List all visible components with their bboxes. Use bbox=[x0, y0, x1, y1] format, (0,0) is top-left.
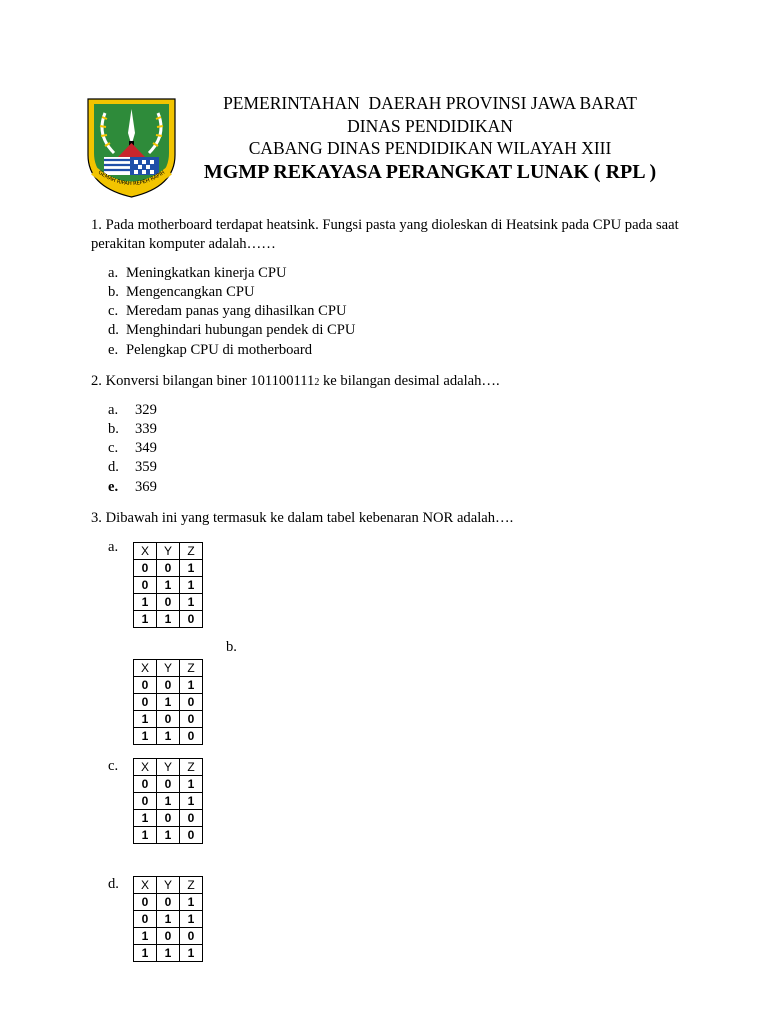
option-text: 359 bbox=[135, 459, 157, 475]
table-cell: 1 bbox=[134, 928, 157, 945]
table-header-row bbox=[134, 877, 203, 894]
table-cell: 1 bbox=[157, 577, 180, 594]
table-cell: 0 bbox=[180, 728, 203, 745]
table-cell: 1 bbox=[180, 793, 203, 810]
table-cell: 1 bbox=[180, 945, 203, 962]
table-cell: 0 bbox=[157, 677, 180, 694]
table-cell: Z bbox=[180, 543, 203, 560]
table-cell: 0 bbox=[134, 911, 157, 928]
table-cell: 1 bbox=[180, 577, 203, 594]
table-cell: 0 bbox=[157, 594, 180, 611]
table-header-row bbox=[134, 660, 203, 677]
table-cell: Z bbox=[180, 877, 203, 894]
option-letter: b. bbox=[108, 284, 119, 300]
table-cell: X bbox=[134, 660, 157, 677]
table-row bbox=[134, 894, 203, 911]
svg-text:GEMAH RIPAH REPEH RAPIH: GEMAH RIPAH REPEH RAPIH bbox=[96, 169, 167, 188]
option-letter: a. bbox=[108, 402, 119, 418]
table-cell: 0 bbox=[134, 677, 157, 694]
table-row bbox=[134, 694, 203, 711]
table-cell: 1 bbox=[180, 594, 203, 611]
option-letter: c. bbox=[108, 303, 119, 319]
header-government-line: PEMERINTAHAN DAERAH PROVINSI JAWA BARAT bbox=[223, 93, 637, 113]
option-letter: c. bbox=[108, 440, 119, 456]
table-row bbox=[134, 928, 203, 945]
table-cell: 1 bbox=[180, 677, 203, 694]
table-row bbox=[134, 945, 203, 962]
table-row bbox=[134, 810, 203, 827]
table-row bbox=[134, 594, 203, 611]
table-row bbox=[134, 677, 203, 694]
table-cell: X bbox=[134, 877, 157, 894]
table-header-row bbox=[134, 543, 203, 560]
option-letter: d. bbox=[108, 459, 119, 475]
table-cell: 0 bbox=[134, 694, 157, 711]
option-letter: a. bbox=[108, 265, 119, 281]
table-cell: Y bbox=[157, 877, 180, 894]
table-row bbox=[134, 711, 203, 728]
table-cell: 1 bbox=[134, 611, 157, 628]
table-row bbox=[134, 793, 203, 810]
table-cell: 1 bbox=[180, 776, 203, 793]
question-3-text: 3. Dibawah ini yang termasuk ke dalam tabel kebenaran NOR adalah…. bbox=[91, 510, 514, 526]
table-cell: 1 bbox=[157, 945, 180, 962]
table-d-label: d. bbox=[108, 876, 119, 892]
table-cell: 0 bbox=[180, 611, 203, 628]
table-cell: 0 bbox=[134, 776, 157, 793]
question-2-text-before: 2. Konversi bilangan biner 101100111 bbox=[91, 373, 315, 389]
question-2-subscript: 2 bbox=[314, 377, 320, 388]
table-row bbox=[134, 827, 203, 844]
truth-table-c bbox=[133, 758, 203, 844]
table-cell: 0 bbox=[157, 776, 180, 793]
table-cell: 1 bbox=[157, 728, 180, 745]
question-2-text-after: ke bilangan desimal adalah…. bbox=[319, 373, 500, 389]
option-letter: b. bbox=[108, 421, 119, 437]
table-b-label: b. bbox=[226, 639, 237, 655]
table-cell: 0 bbox=[134, 577, 157, 594]
table-cell: 1 bbox=[134, 711, 157, 728]
header-branch-line: CABANG DINAS PENDIDIKAN WILAYAH XIII bbox=[248, 138, 612, 158]
option-text: 329 bbox=[135, 402, 157, 418]
table-cell: 1 bbox=[134, 594, 157, 611]
table-cell: 1 bbox=[180, 560, 203, 577]
header-department-line: DINAS PENDIDIKAN bbox=[347, 116, 513, 136]
table-cell: 0 bbox=[157, 560, 180, 577]
option-text: Menghindari hubungan pendek di CPU bbox=[126, 322, 356, 338]
table-cell: 0 bbox=[134, 894, 157, 911]
table-cell: 1 bbox=[134, 827, 157, 844]
table-cell: 0 bbox=[157, 711, 180, 728]
table-cell: 1 bbox=[134, 810, 157, 827]
table-row bbox=[134, 577, 203, 594]
table-cell: 1 bbox=[157, 611, 180, 628]
truth-table-a bbox=[133, 542, 203, 628]
table-cell: X bbox=[134, 543, 157, 560]
table-cell: X bbox=[134, 759, 157, 776]
table-cell: 1 bbox=[134, 945, 157, 962]
option-text: Pelengkap CPU di motherboard bbox=[126, 342, 313, 358]
option-text: Meningkatkan kinerja CPU bbox=[126, 265, 287, 281]
west-java-emblem-logo bbox=[80, 93, 183, 200]
table-cell: Y bbox=[157, 543, 180, 560]
table-a-label: a. bbox=[108, 539, 119, 555]
table-cell: 1 bbox=[157, 793, 180, 810]
table-cell: Z bbox=[180, 660, 203, 677]
table-cell: 0 bbox=[157, 810, 180, 827]
table-cell: 0 bbox=[180, 694, 203, 711]
header-mgmp-title: MGMP REKAYASA PERANGKAT LUNAK ( RPL ) bbox=[203, 161, 657, 183]
option-text: Mengencangkan CPU bbox=[126, 284, 255, 300]
option-letter: d. bbox=[108, 322, 119, 338]
table-row bbox=[134, 728, 203, 745]
table-cell: Z bbox=[180, 759, 203, 776]
table-cell: 0 bbox=[134, 560, 157, 577]
table-cell: 0 bbox=[180, 810, 203, 827]
table-c-label: c. bbox=[108, 758, 119, 774]
option-text: Meredam panas yang dihasilkan CPU bbox=[126, 303, 347, 319]
truth-table-b bbox=[133, 659, 203, 745]
table-cell: 0 bbox=[157, 894, 180, 911]
table-cell: 1 bbox=[157, 694, 180, 711]
option-letter: e. bbox=[108, 479, 119, 495]
option-text: 339 bbox=[135, 421, 157, 437]
option-text: 349 bbox=[135, 440, 157, 456]
table-cell: 0 bbox=[180, 928, 203, 945]
table-cell: 1 bbox=[134, 728, 157, 745]
table-cell: 1 bbox=[157, 911, 180, 928]
table-cell: 0 bbox=[157, 928, 180, 945]
table-cell: 1 bbox=[157, 827, 180, 844]
table-row bbox=[134, 776, 203, 793]
table-cell: Y bbox=[157, 759, 180, 776]
table-header-row bbox=[134, 759, 203, 776]
table-cell: 0 bbox=[180, 827, 203, 844]
table-cell: 0 bbox=[134, 793, 157, 810]
table-cell: 1 bbox=[180, 911, 203, 928]
option-text: 369 bbox=[135, 479, 157, 495]
table-cell: 1 bbox=[180, 894, 203, 911]
question-1-text: 1. Pada motherboard terdapat heatsink. Fungsi pasta yang dioleskan di Heatsink pada CPU pada saat perakitan komputer adalah…… bbox=[91, 217, 679, 252]
table-row bbox=[134, 560, 203, 577]
truth-table-d bbox=[133, 876, 203, 962]
table-cell: Y bbox=[157, 660, 180, 677]
table-row bbox=[134, 911, 203, 928]
table-row bbox=[134, 611, 203, 628]
question-2-text bbox=[91, 372, 681, 392]
option-letter: e. bbox=[108, 342, 119, 358]
table-cell: 0 bbox=[180, 711, 203, 728]
